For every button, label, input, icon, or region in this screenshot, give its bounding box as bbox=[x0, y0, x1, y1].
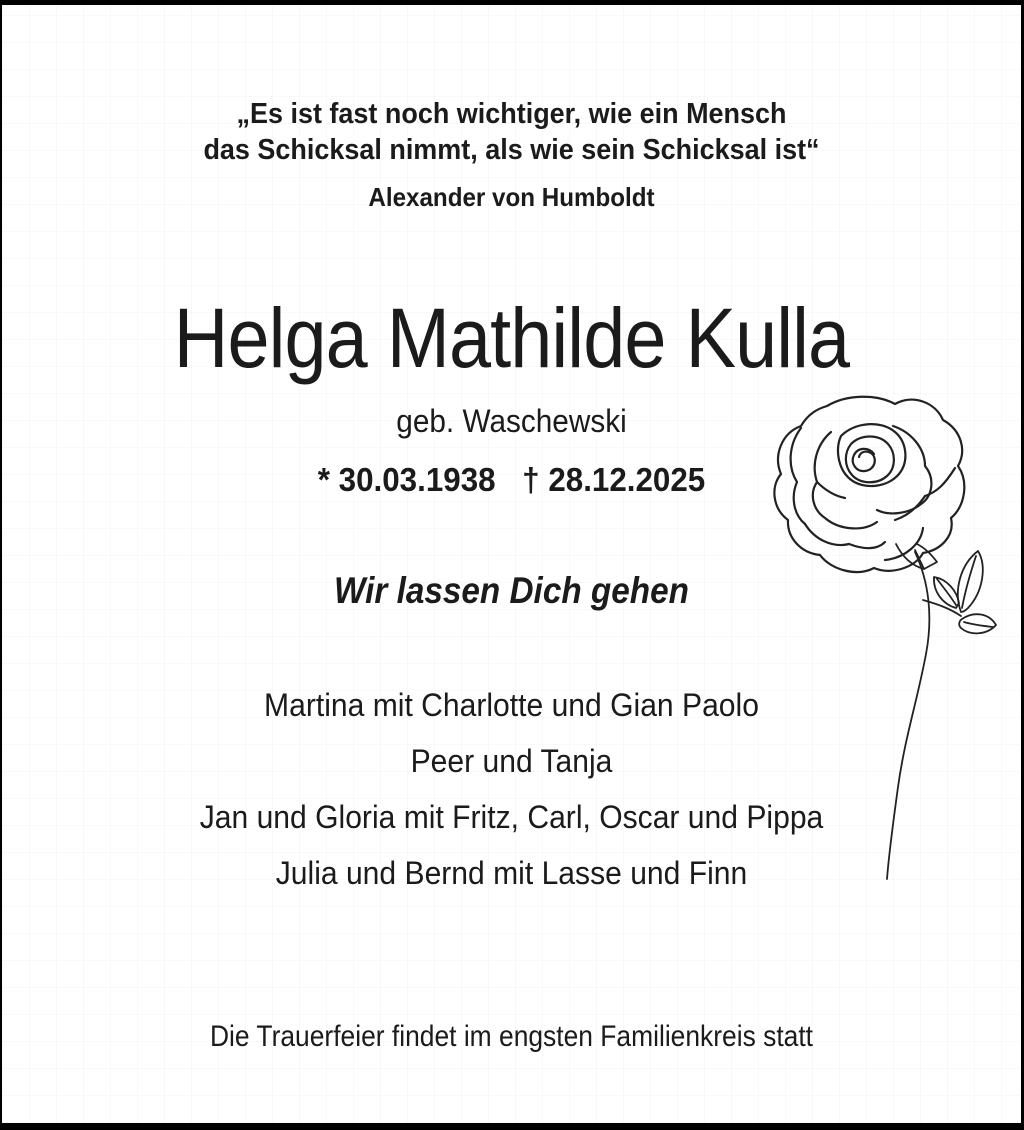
family-line: Julia und Bernd mit Lasse und Finn bbox=[275, 855, 748, 891]
birth-date: * 30.03.1938 bbox=[317, 461, 496, 498]
farewell-line: Wir lassen Dich gehen bbox=[333, 570, 689, 611]
quote-attribution: Alexander von Humboldt bbox=[368, 182, 655, 212]
rose-illustration bbox=[765, 392, 1000, 892]
funeral-note: Die Trauerfeier findet im engsten Familienkreis statt bbox=[209, 1020, 814, 1053]
family-line: Martina mit Charlotte und Gian Paolo bbox=[264, 687, 759, 723]
family-line: Jan und Gloria mit Fritz, Carl, Oscar und Pippa bbox=[199, 799, 824, 835]
death-date: † 28.12.2025 bbox=[522, 461, 706, 498]
family-line: Peer und Tanja bbox=[410, 743, 613, 779]
deceased-name: Helga Mathilde Kulla bbox=[173, 291, 850, 385]
maiden-name: geb. Waschewski bbox=[396, 403, 627, 439]
quote-line-2: das Schicksal nimmt, als wie sein Schicksal ist“ bbox=[203, 134, 820, 166]
quote-line-1: „Es ist fast noch wichtiger, wie ein Mensch bbox=[236, 98, 787, 130]
quote-text bbox=[38, 96, 986, 168]
